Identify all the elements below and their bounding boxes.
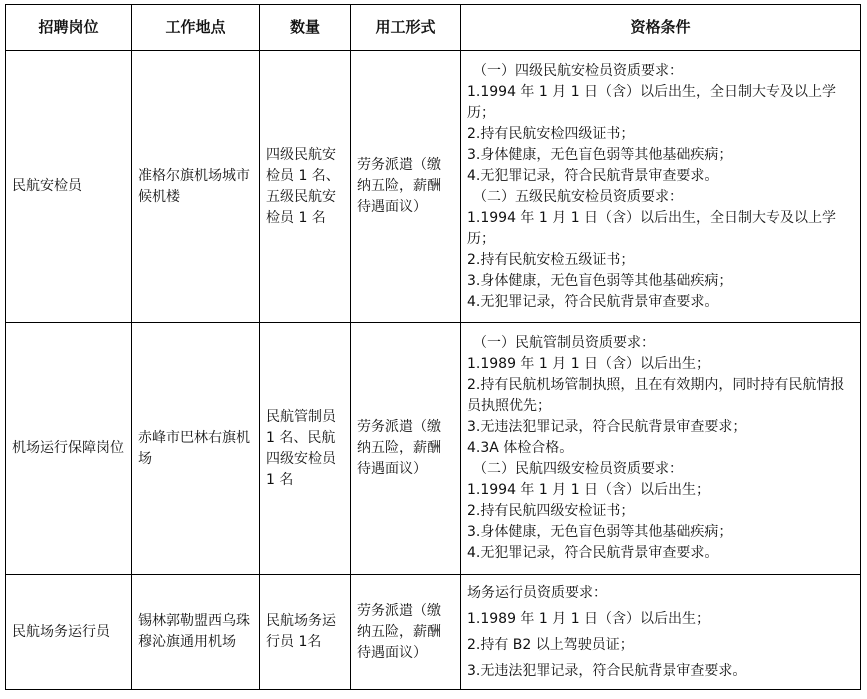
requirement-line: 1.1994 年 1 月 1 日（含）以后出生，全日制大专及以上学历； bbox=[467, 83, 837, 121]
location-cell: 锡林郭勒盟西乌珠穆沁旗通用机场 bbox=[132, 575, 260, 690]
requirement-line: 2.持有民航安检五级证书； bbox=[467, 251, 635, 268]
header-row bbox=[6, 5, 861, 51]
quantity-cell: 四级民航安检员 1 名、五级民航安检员 1 名 bbox=[260, 51, 351, 323]
header-employment: 用工形式 bbox=[351, 5, 461, 51]
requirement-line: 1.1994 年 1 月 1 日（含）以后出生，全日制大专及以上学历； bbox=[467, 209, 837, 247]
requirement-line: 3.无违法犯罪记录，符合民航背景审查要求； bbox=[467, 419, 747, 435]
employment-cell: 劳务派遣（缴纳五险，薪酬待遇面议） bbox=[351, 323, 461, 575]
requirement-line: 2.持有 B2 以上驾驶员证； bbox=[467, 637, 634, 653]
requirement-line: 1.1989 年 1 月 1 日（含）以后出生； bbox=[467, 356, 711, 372]
requirements-cell bbox=[461, 51, 861, 323]
quantity-cell: 民航场务运行员 1名 bbox=[260, 575, 351, 690]
table-row bbox=[6, 51, 861, 323]
location-cell: 赤峰市巴林右旗机场 bbox=[132, 323, 260, 575]
employment-cell: 劳务派遣（缴纳五险，薪酬待遇面议） bbox=[351, 575, 461, 690]
employment-cell: 劳务派遣（缴纳五险，薪酬待遇面议） bbox=[351, 51, 461, 323]
quantity-cell: 民航管制员 1 名、民航四级安检员 1 名 bbox=[260, 323, 351, 575]
requirement-line: 4.无犯罪记录，符合民航背景审查要求。 bbox=[467, 293, 719, 310]
recruitment-table bbox=[5, 4, 861, 690]
requirement-line: 4.无犯罪记录，符合民航背景审查要求。 bbox=[467, 545, 719, 561]
requirement-line: （二）五级民航安检员资质要求： bbox=[473, 188, 683, 205]
location-cell: 准格尔旗机场城市候机楼 bbox=[132, 51, 260, 323]
requirement-line: 3.无违法犯罪记录，符合民航背景审查要求。 bbox=[467, 663, 747, 679]
requirement-line: （一）民航管制员资质要求： bbox=[473, 335, 655, 351]
requirement-line: 场务运行员资质要求： bbox=[467, 585, 607, 601]
requirement-line: 2.持有民航安检四级证书； bbox=[467, 125, 635, 142]
requirement-line: 2.持有民航机场管制执照，且在有效期内，同时持有民航情报员执照优先； bbox=[467, 377, 845, 414]
requirement-line: （二）民航四级安检员资质要求： bbox=[473, 461, 683, 477]
requirement-line: 2.持有民航四级安检证书； bbox=[467, 503, 635, 519]
header-quantity: 数量 bbox=[260, 5, 351, 51]
requirement-line: 3.身体健康，无色盲色弱等其他基础疾病； bbox=[467, 524, 733, 540]
header-position: 招聘岗位 bbox=[6, 5, 132, 51]
requirements-cell bbox=[461, 575, 861, 690]
requirement-line: （一）四级民航安检员资质要求： bbox=[473, 62, 683, 79]
position-cell: 民航安检员 bbox=[6, 51, 132, 323]
requirement-line: 1.1989 年 1 月 1 日（含）以后出生； bbox=[467, 611, 711, 627]
position-cell: 机场运行保障岗位 bbox=[6, 323, 132, 575]
table-row bbox=[6, 575, 861, 690]
table-row bbox=[6, 323, 861, 575]
requirements-cell bbox=[461, 323, 861, 575]
requirement-line: 1.1994 年 1 月 1 日（含）以后出生； bbox=[467, 482, 711, 498]
requirement-line: 3.身体健康，无色盲色弱等其他基础疾病； bbox=[467, 272, 733, 289]
requirement-line: 4.无犯罪记录，符合民航背景审查要求。 bbox=[467, 167, 719, 184]
header-location: 工作地点 bbox=[132, 5, 260, 51]
requirement-line: 3.身体健康，无色盲色弱等其他基础疾病； bbox=[467, 146, 733, 163]
requirement-line: 4.3A 体检合格。 bbox=[467, 440, 574, 456]
header-requirements: 资格条件 bbox=[461, 5, 861, 51]
position-cell: 民航场务运行员 bbox=[6, 575, 132, 690]
